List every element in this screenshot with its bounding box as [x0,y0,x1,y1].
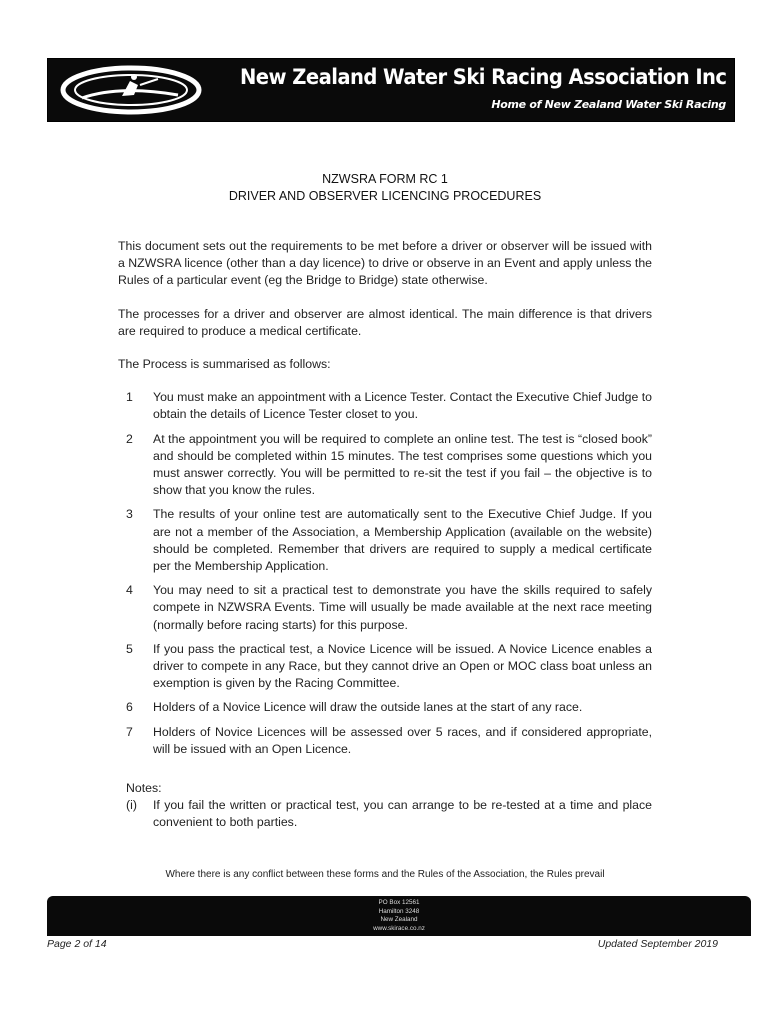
step-number: 2 [126,431,133,446]
step-text: If you pass the practical test, a Novice Licence will be issued. A Novice Licence enables a driver to compete in any Race, but they cannot drive an Open or MOC class boat unless an exemption is given by the Racing Committee. [153,641,652,691]
step-text: Holders of a Novice Licence will draw the outside lanes at the start of any race. [153,700,583,715]
note-item [126,797,652,831]
step-number: 1 [126,390,133,405]
footer-po-box: PO Box 12561 [378,899,420,906]
footer-address [47,896,751,936]
notes-section [118,780,652,832]
list-item [118,582,652,634]
org-name: New Zealand Water Ski Racing Association Inc [240,65,727,89]
process-steps [118,389,652,758]
step-number: 3 [126,507,133,522]
note-number: (i) [126,798,137,813]
list-item [118,431,652,500]
step-number: 6 [126,700,133,715]
step-text: You must make an appointment with a Licence Tester. Contact the Executive Chief Judge to obtain the details of Licence Tester closet to you. [153,390,653,422]
conflict-note: Where there is any conflict between these forms and the Rules of the Association, the Rules prevail [165,869,605,880]
list-item [118,506,652,575]
step-text: Holders of Novice Licences will be assessed over 5 races, and if considered appropriate, will be issued with an Open Licence. [153,724,652,756]
footer-country: New Zealand [380,916,418,923]
water-ski-logo-icon [60,65,202,115]
step-number: 4 [126,583,133,598]
step-text: At the appointment you will be required to complete an online test. The test is “closed book” and should be completed within 15 minutes. The test comprises some questions which you must answer correctly. You will be permitted to re-sit the test if you fail – the objective is to show that you know the rules. [153,431,652,498]
step-text: The results of your online test are automatically sent to the Executive Chief Judge. If you are not a member of the Association, a Membership Application (available on the website) should be completed. Remember that drivers are required to supply a medical certificate per the Membership Application. [153,507,652,574]
step-text: You may need to sit a practical test to demonstrate you have the skills required to safely compete in NZWSRA Events. Time will usually be made available at the next race meeting (normally before racing starts) for this purpose. [153,583,652,632]
page-number: Page 2 of 14 [47,938,107,950]
form-number: NZWSRA FORM RC 1 [322,172,448,186]
document-body [118,238,652,832]
notes-heading: Notes: [126,781,162,796]
difference-paragraph: The processes for a driver and observer are almost identical. The main difference is that drivers are required to produce a medical certificate. [118,306,652,338]
footer-website: www.skirace.co.nz [373,924,425,932]
step-number: 5 [126,641,133,656]
org-tagline: Home of New Zealand Water Ski Racing [491,98,726,111]
footer-city: Hamilton 3248 [378,907,420,915]
list-item [118,699,652,716]
list-item [118,641,652,693]
form-heading: DRIVER AND OBSERVER LICENCING PROCEDURES [228,189,542,203]
updated-date: Updated September 2019 [597,938,718,950]
step-number: 7 [126,724,133,739]
note-text: If you fail the written or practical test, you can arrange to be re-tested at a time and place convenient to both parties. [153,798,652,830]
process-intro: The Process is summarised as follows: [118,357,331,372]
list-item [118,389,652,423]
intro-paragraph: This document sets out the requirements to be met before a driver or observer will be issued with a NZWSRA licence (other than a day licence) to drive or observe in an Event and apply unless the Rules of a particular event (eg the Bridge to Bridge) state otherwise. [118,239,652,288]
header-banner [47,58,735,122]
form-title [0,171,770,205]
list-item [118,724,652,758]
